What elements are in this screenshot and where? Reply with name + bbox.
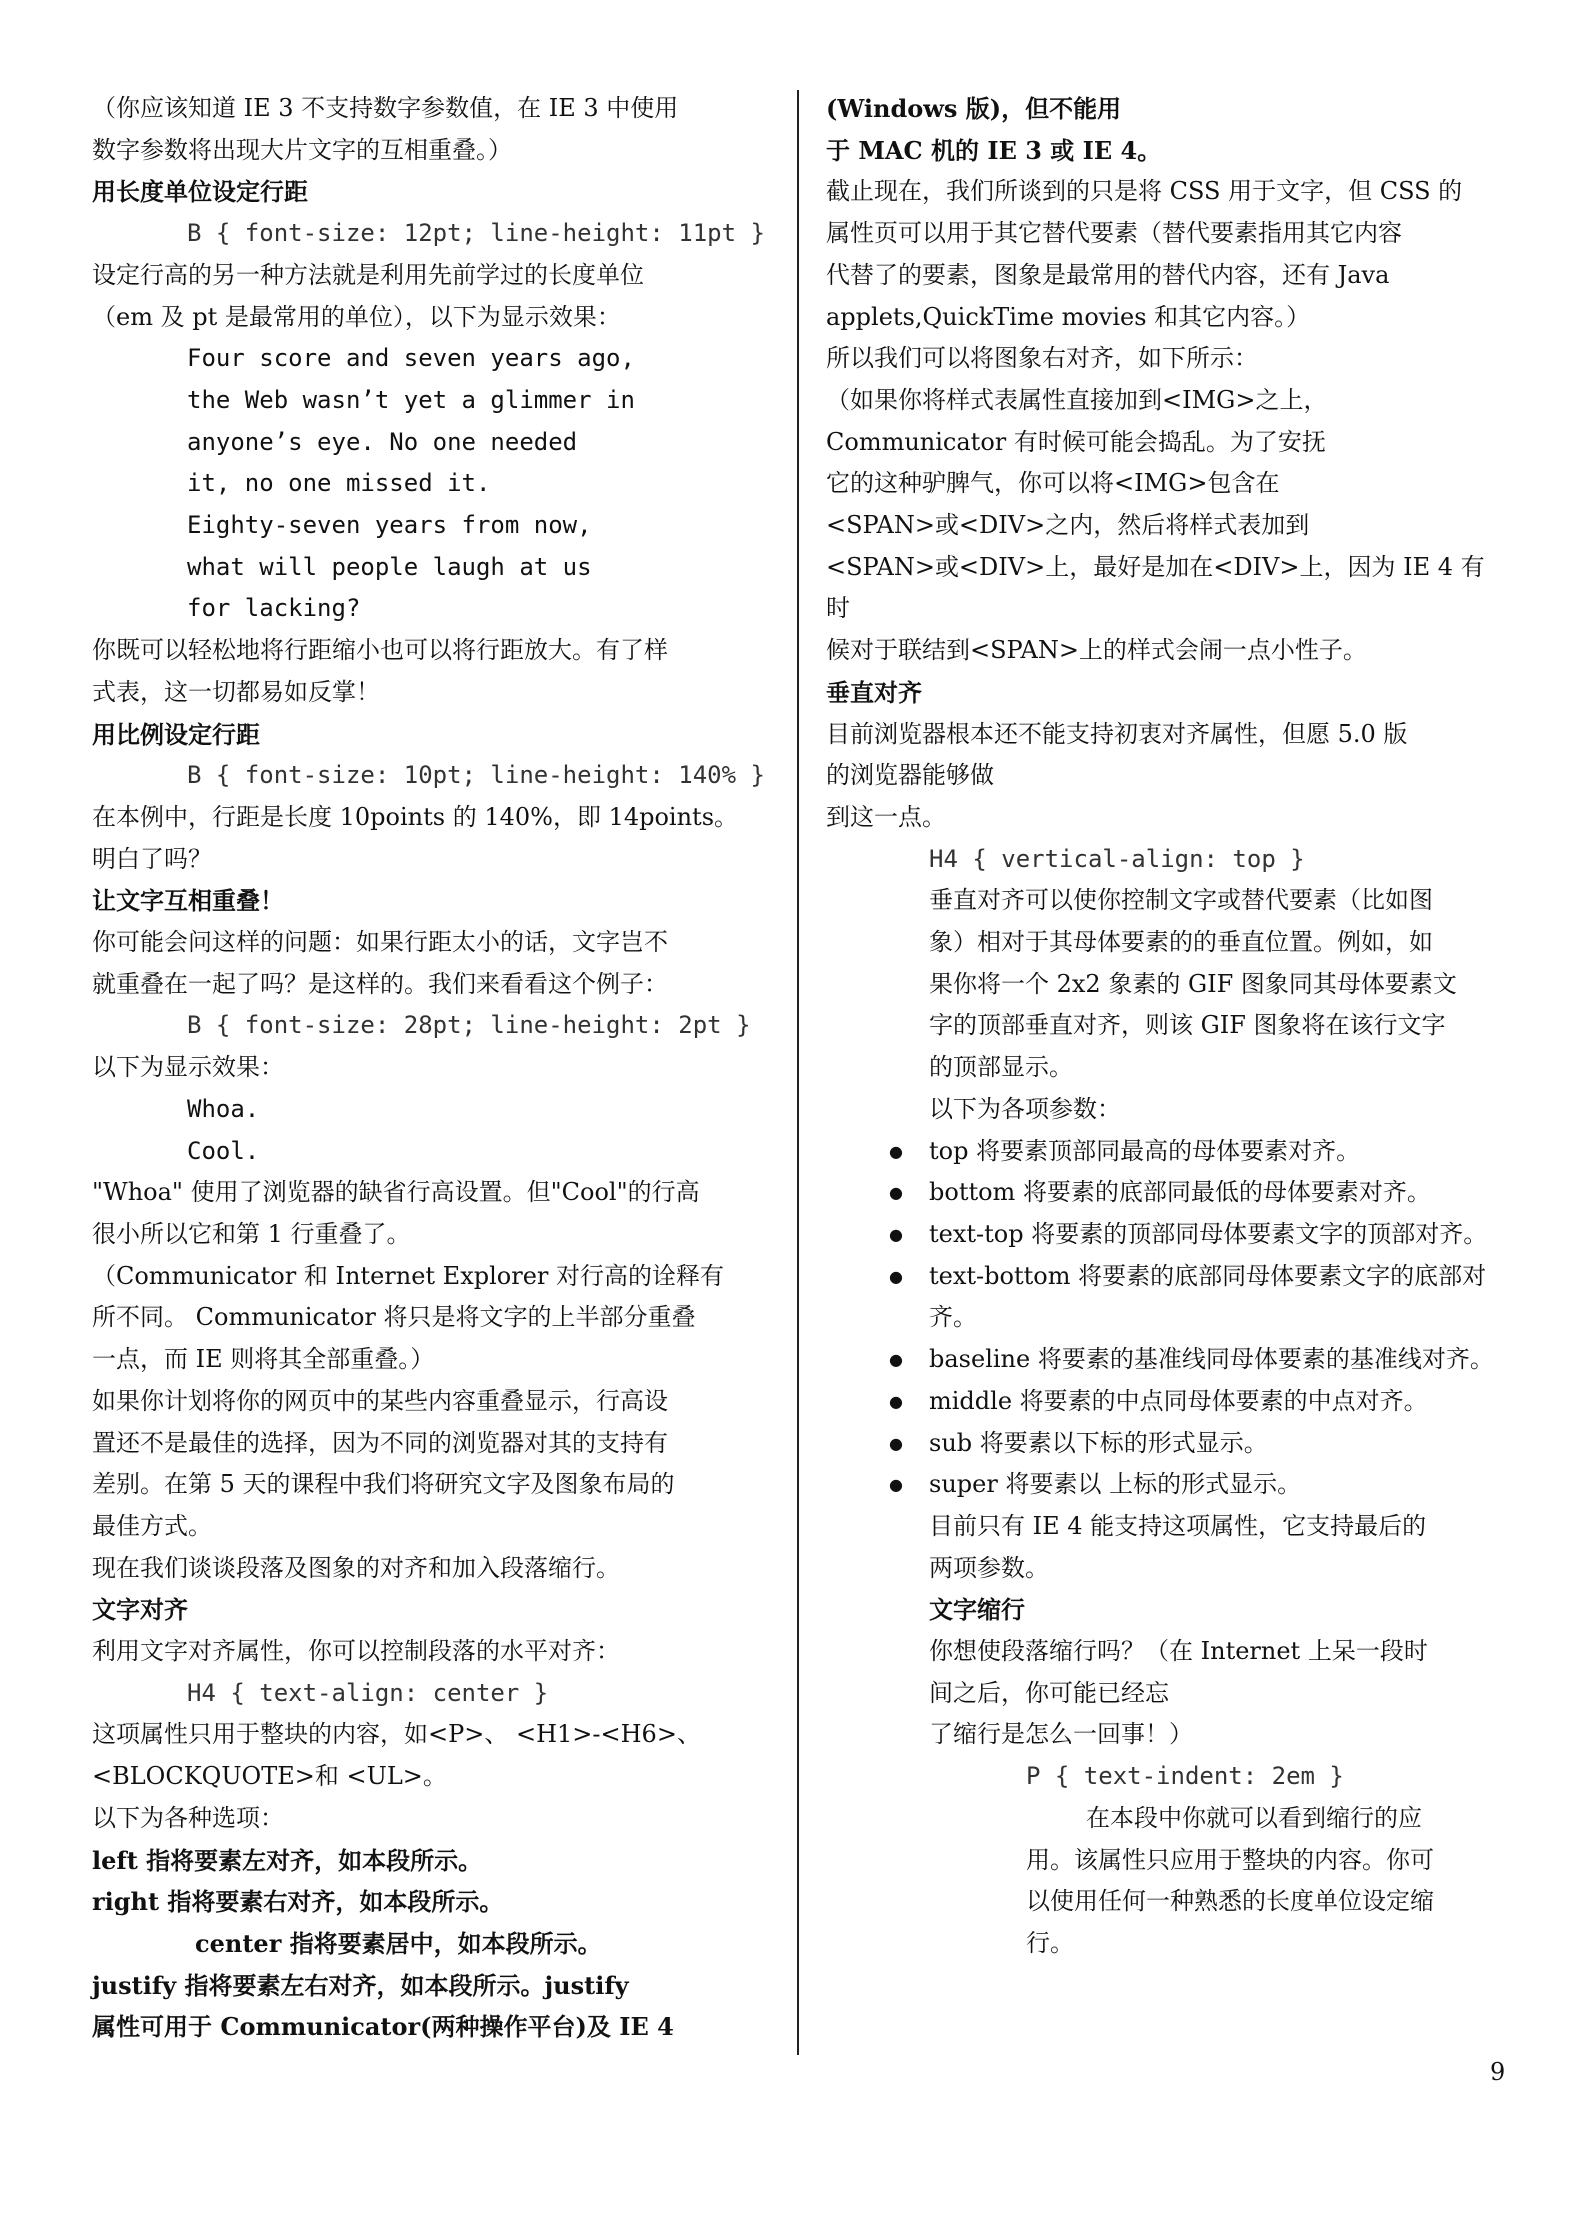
text-line: 就重叠在一起了吗？是这样的。我们来看看这个例子： [92, 969, 668, 998]
heading-line: (Windows 版)，但不能用 [826, 94, 1122, 123]
text-line: 用。该属性只应用于整块的内容。你可 [1026, 1845, 1434, 1874]
right-column [826, 88, 1506, 1965]
text-line: （em 及 pt 是最常用的单位），以下为显示效果： [92, 302, 621, 331]
text-line: （如果你将样式表属性直接加到<IMG>之上， [826, 385, 1328, 414]
text-line: 现在我们谈谈段落及图象的对齐和加入段落缩行。 [92, 1553, 620, 1582]
bullet-item: ● text-top 将要素的顶部同母体要素文字的顶部对齐。 [929, 1214, 1506, 1256]
left-column [92, 88, 792, 2048]
text-line: H4 { vertical-align: top } [929, 844, 1305, 873]
heading-line: center 指将要素居中，如本段所示。 [195, 1928, 602, 1958]
text-line: it, no one missed it. [187, 469, 491, 498]
text-line: 果你将一个 2x2 象素的 GIF 图象同其母体要素文 [929, 969, 1457, 998]
text-line: 所以我们可以将图象右对齐，如下所示： [826, 344, 1258, 373]
bullet-item: ● sub 将要素以下标的形式显示。 [929, 1423, 1506, 1465]
heading-line: 文字缩行 [929, 1595, 1025, 1625]
text-line: Eighty-seven years from now, [187, 511, 592, 540]
text-line: 利用文字对齐属性，你可以控制段落的水平对齐： [92, 1637, 620, 1666]
text-line: P { text-indent: 2em } [1026, 1762, 1344, 1791]
bullet-item: ● bottom 将要素的底部同最低的母体要素对齐。 [929, 1172, 1506, 1214]
text-line: H4 { text-align: center } [187, 1678, 549, 1707]
text-line: 到这一点。 [826, 802, 946, 831]
text-line: 间之后，你可能已经忘 [929, 1678, 1169, 1707]
text-line: what will people laugh at us [187, 552, 592, 581]
bullet-item: ● text-bottom 将要素的底部同母体要素文字的底部对齐。 [929, 1256, 1506, 1339]
text-line: 字的顶部垂直对齐，则该 GIF 图象将在该行文字 [929, 1011, 1446, 1040]
text-line: 以下为各种选项： [92, 1803, 284, 1832]
bullet-item: ● baseline 将要素的基准线同母体要素的基准线对齐。 [929, 1339, 1506, 1381]
heading-line: 让文字互相重叠！ [92, 886, 284, 916]
text-line: 数字参数将出现大片文字的互相重叠。） [92, 135, 512, 164]
heading-line: 属性可用于 Communicator(两种操作平台)及 IE 4 [92, 2012, 674, 2042]
text-line: 所不同。 Communicator 将只是将文字的上半部分重叠 [92, 1303, 696, 1332]
text-line: 垂直对齐可以使你控制文字或替代要素（比如图 [929, 886, 1433, 915]
text-line: 很小所以它和第 1 行重叠了。 [92, 1219, 411, 1248]
text-line: Cool. [187, 1136, 260, 1165]
text-line: 式表，这一切都易如反掌！ [92, 677, 380, 706]
text-line: 截止现在，我们所谈到的只是将 CSS 用于文字，但 CSS 的 [826, 177, 1463, 206]
heading-line: 于 MAC 机的 IE 3 或 IE 4。 [826, 135, 1162, 165]
heading-line: 用比例设定行距 [92, 719, 260, 749]
text-line: 它的这种驴脾气，你可以将<IMG>包含在 [826, 469, 1280, 498]
text-line: B { font-size: 28pt; line-height: 2pt } [187, 1011, 751, 1040]
heading-line: 垂直对齐 [826, 677, 922, 707]
text-line: 一点，而 IE 则将其全部重叠。） [92, 1345, 435, 1374]
bullet-item: ● super 将要素以 上标的形式显示。 [929, 1464, 1506, 1506]
text-line: 了缩行是怎么一回事！） [929, 1720, 1193, 1749]
text-line: 明白了吗？ [92, 844, 212, 873]
heading-line: right 指将要素右对齐，如本段所示。 [92, 1887, 504, 1917]
text-line: 行。 [1026, 1928, 1074, 1957]
bullet-item: ● top 将要素顶部同最高的母体要素对齐。 [929, 1131, 1506, 1173]
text-line: 两项参数。 [929, 1553, 1049, 1582]
text-line: 以下为显示效果： [92, 1053, 284, 1082]
text-line: 代替了的要素，图象是最常用的替代内容，还有 Java [826, 260, 1390, 289]
text-line: <SPAN>或<DIV>之内，然后将样式表加到 [826, 511, 1310, 540]
text-line: 的浏览器能够做 [826, 761, 994, 790]
vertical-align-options-list [826, 1131, 1506, 1506]
heading-line: left 指将要素左对齐，如本段所示。 [92, 1845, 483, 1875]
text-line: 目前只有 IE 4 能支持这项属性，它支持最后的 [929, 1511, 1427, 1540]
heading-line: justify 指将要素左右对齐，如本段所示。justify [92, 1970, 629, 2000]
text-line: 置还不是最佳的选择，因为不同的浏览器对其的支持有 [92, 1428, 668, 1457]
text-line: 象）相对于其母体要素的的垂直位置。例如，如 [929, 928, 1433, 957]
text-line: 如果你计划将你的网页中的某些内容重叠显示，行高设 [92, 1386, 668, 1415]
text-line: 你可能会问这样的问题：如果行距太小的话，文字岂不 [92, 928, 668, 957]
text-line: 这项属性只用于整块的内容，如<P>、 <H1>-<H6>、 [92, 1720, 701, 1749]
text-line: B { font-size: 10pt; line-height: 140% } [187, 761, 765, 790]
text-line: 在本段中你就可以看到缩行的应 [1086, 1803, 1422, 1832]
text-line: applets,QuickTime movies 和其它内容。） [826, 302, 1311, 331]
text-line: Whoa. [187, 1094, 260, 1123]
text-line: （你应该知道 IE 3 不支持数字参数值，在 IE 3 中使用 [92, 94, 679, 122]
heading-line: 文字对齐 [92, 1595, 188, 1625]
text-line: 在本例中，行距是长度 10points 的 140%，即 14points。 [92, 802, 739, 831]
text-line: Communicator 有时候可能会捣乱。为了安抚 [826, 427, 1326, 456]
text-line: 最佳方式。 [92, 1511, 212, 1540]
page-number: 9 [1490, 2058, 1506, 2086]
text-line: 属性页可以用于其它替代要素（替代要素指用其它内容 [826, 219, 1402, 248]
text-line: 的顶部显示。 [929, 1053, 1073, 1082]
heading-line: 用长度单位设定行距 [92, 177, 308, 207]
right-bottom-text [826, 1506, 1506, 1965]
text-line: （Communicator 和 Internet Explorer 对行高的诠释有 [92, 1261, 725, 1290]
column-divider [797, 90, 799, 2055]
right-top-text [826, 88, 1506, 1131]
text-line: 你想使段落缩行吗？（在 Internet 上呆一段时 [929, 1637, 1428, 1666]
text-line: 候对于联结到<SPAN>上的样式会闹一点小性子。 [826, 636, 1367, 665]
text-line: 以使用任何一种熟悉的长度单位设定缩 [1026, 1887, 1434, 1916]
text-line: <BLOCKQUOTE>和 <UL>。 [92, 1762, 447, 1791]
text-line: 以下为各项参数： [929, 1094, 1121, 1123]
text-line: B { font-size: 12pt; line-height: 11pt } [187, 219, 765, 248]
text-line: 设定行高的另一种方法就是利用先前学过的长度单位 [92, 260, 644, 289]
text-line: "Whoa" 使用了浏览器的缺省行高设置。但"Cool"的行高 [92, 1178, 700, 1207]
text-line: Four score and seven years ago, [187, 344, 635, 373]
text-line: anyone’s eye. No one needed [187, 427, 578, 456]
text-line: <SPAN>或<DIV>上，最好是加在<DIV>上，因为 IE 4 有时 [826, 552, 1485, 623]
text-line: 你既可以轻松地将行距缩小也可以将行距放大。有了样 [92, 636, 668, 665]
text-line: the Web wasn’t yet a glimmer in [187, 385, 635, 414]
bullet-item: ● middle 将要素的中点同母体要素的中点对齐。 [929, 1381, 1506, 1423]
text-line: 差别。在第 5 天的课程中我们将研究文字及图象布局的 [92, 1470, 675, 1499]
text-line: for lacking? [187, 594, 361, 623]
text-line: 目前浏览器根本还不能支持初衷对齐属性，但愿 5.0 版 [826, 719, 1408, 748]
